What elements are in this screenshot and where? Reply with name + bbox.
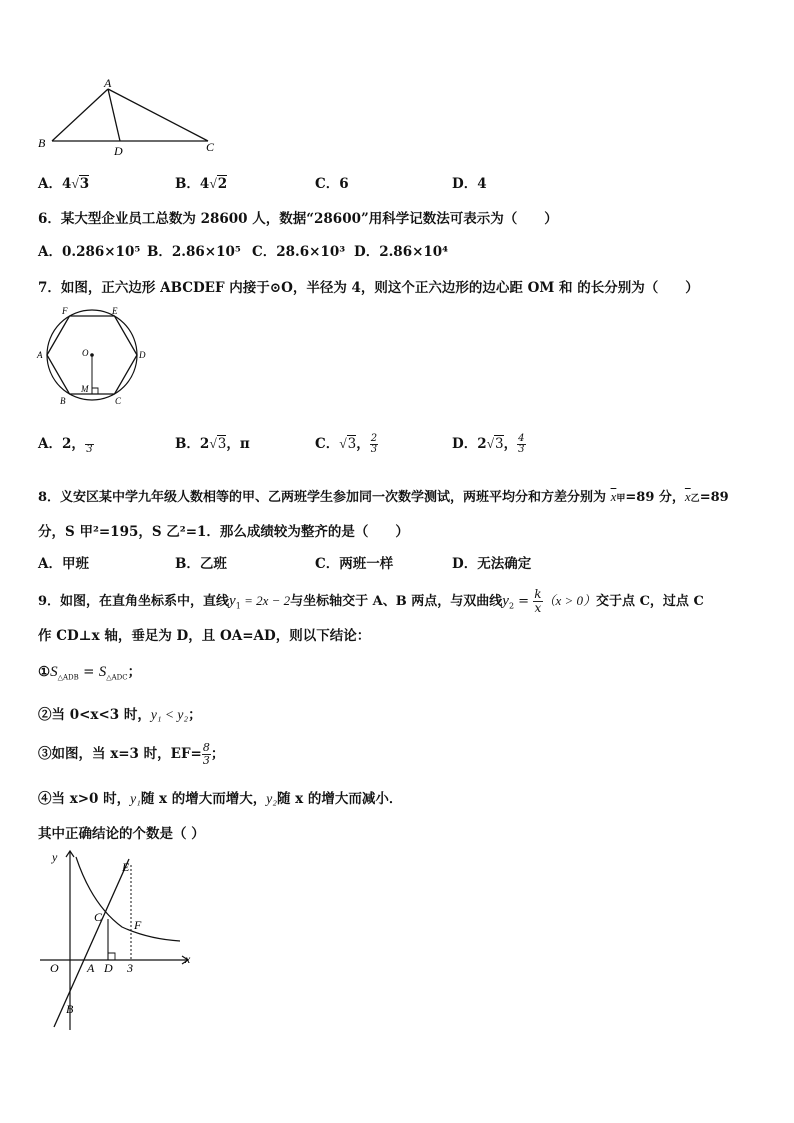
q7-option-d-sep: ， — [503, 436, 518, 452]
q8-line1 — [38, 486, 729, 505]
fig9-label-o: O — [50, 961, 59, 975]
q5-option-a-label: A．4 — [38, 176, 72, 192]
q9-y1-eq: = 2x − 2 — [240, 593, 291, 608]
q6-option-a[interactable]: A．0.286×10⁵ — [38, 244, 141, 260]
label-a: A — [104, 76, 112, 90]
q5-option-b-radicand: 2 — [217, 176, 228, 192]
q9-x: x — [534, 601, 542, 615]
q7-option-c-label: C． — [315, 436, 340, 452]
q5-option-b-label: B．4 — [175, 176, 210, 192]
q9-c2-math: y₁ < y₂ — [150, 707, 189, 722]
q7-option-c-radicand: 3 — [347, 436, 357, 452]
q8-option-b[interactable]: B．乙班 — [175, 556, 227, 572]
q9-c4-y1: y₁ — [130, 791, 141, 806]
q8-option-a[interactable]: A．甲班 — [38, 556, 89, 572]
q8-line2: 分，S 甲²=195，S 乙²=1．那么成绩较为整齐的是（ ） — [38, 524, 409, 540]
label-c: C — [206, 140, 215, 154]
q9-c1-s1: S — [50, 664, 58, 680]
q9-c1-tail: ； — [127, 664, 142, 680]
fig9-label-c: C — [94, 910, 103, 924]
q6-option-b[interactable]: B．2.86×10⁵ — [147, 244, 241, 260]
q9-c3-den: 3 — [202, 754, 210, 767]
q9-y2-sub: 2 — [508, 601, 515, 611]
q8-option-d[interactable]: D．无法确定 — [452, 556, 532, 572]
q8-eq2: =89 — [699, 490, 729, 505]
q7-option-d-num: 4 — [518, 433, 525, 444]
q9-line1: 9．如图，在直角坐标系中，直线$y_1 = 2x - 2$与坐标轴交于 A、B 两点，与双曲线$y_2$ = $\frac{k}{x}$ （x > 0）交于点 C，过点 C — [38, 587, 704, 615]
q9-line1b: 与坐标轴交于 A、B 两点，与双曲线 — [290, 594, 503, 609]
fig9-label-three: 3 — [127, 961, 133, 975]
q9-c1-num: ① — [38, 664, 51, 680]
label-b: B — [38, 136, 46, 150]
q9-c3-text: ③如图，当 x=3 时，EF= — [38, 746, 202, 762]
q9-line1c: 交于点 C，过点 C — [596, 594, 704, 609]
fig9-label-a: A — [87, 961, 95, 975]
q9-c4-y2: y₂ — [266, 791, 277, 806]
q9-c4b: 随 x 的增大而增大， — [140, 791, 267, 807]
q8-xbar2: $\overline{x}$ — [684, 489, 691, 504]
q9-k: k — [534, 587, 542, 601]
q6-stem: 6．某大型企业员工总数为 28600 人，数据“28600”用科学记数法可表示为（ ） — [38, 211, 558, 227]
q9-y2: y — [502, 593, 509, 609]
q7-option-a-den: 3 — [86, 444, 93, 455]
q9-c1-s2: S — [98, 664, 107, 680]
hex-label-d: D — [139, 350, 146, 360]
q9-y1: y — [229, 593, 236, 609]
hex-label-e: E — [112, 306, 118, 316]
q9-c4c: 随 x 的增大而减小． — [276, 791, 403, 807]
q7-option-d[interactable]: D．2√3， $\frac{4}{3}$ — [452, 433, 525, 455]
q8-sub1: 甲 — [616, 494, 626, 504]
q7-option-c-num: 2 — [370, 433, 378, 444]
q8-eq1: =89 分， — [625, 490, 685, 505]
q7-option-b-label: B．2 — [175, 436, 210, 452]
q7-option-b-radicand: 3 — [217, 436, 227, 452]
q9-c3-num: 8 — [202, 741, 210, 754]
fig9-label-x: x — [185, 952, 191, 966]
q5-option-b[interactable]: B．4√2 — [175, 176, 228, 192]
hex-label-a: A — [37, 350, 43, 360]
q9-conclusion-4 — [38, 787, 402, 807]
q7-option-a-label: A．2， — [38, 436, 85, 452]
q9-c4a: ④当 x>0 时， — [38, 791, 131, 807]
q5-option-d[interactable]: D．4 — [452, 176, 487, 192]
q5-option-c[interactable]: C．6 — [315, 176, 349, 192]
q9-question: 其中正确结论的个数是（ ） — [38, 826, 205, 842]
q9-line2: 作 CD⊥x 轴，垂足为 D，且 OA=AD，则以下结论： — [38, 628, 371, 644]
triangle-figure — [30, 75, 230, 160]
q8-sub2: 乙 — [690, 494, 700, 504]
q9-conclusion-1 — [38, 660, 141, 682]
q9-c1-eq: = — [78, 664, 99, 680]
fig9-label-y: y — [52, 850, 58, 864]
q7-option-c-den: 3 — [370, 444, 378, 455]
q9-c2-text: ②当 0<x<3 时， — [38, 707, 151, 723]
q9-conclusion-3 — [38, 742, 224, 767]
q6-option-c[interactable]: C．28.6×10³ — [252, 244, 346, 260]
q9-c3-tail: ； — [210, 746, 225, 762]
hex-label-f: F — [62, 306, 68, 316]
q7-option-a[interactable] — [38, 432, 94, 455]
q9-c2-tail: ； — [188, 707, 202, 723]
fig9-label-d: D — [104, 961, 113, 975]
label-d: D — [114, 144, 123, 158]
q6-option-d[interactable]: D．2.86×10⁴ — [354, 244, 449, 260]
q5-option-a[interactable]: A．4√3 — [38, 176, 90, 192]
q9-c1-sub1: △ADB — [57, 673, 79, 682]
q7-option-d-radicand: 3 — [495, 436, 504, 452]
fig9-label-b: B — [66, 1002, 74, 1016]
hex-label-m: M — [81, 384, 89, 394]
fig9-label-f: F — [134, 918, 142, 932]
q8-line1-text: 8．义安区某中学九年级人数相等的甲、乙两班学生参加同一次数学测试，两班平均分和方差分别为 — [38, 490, 607, 505]
q9-coordinate-figure — [30, 845, 200, 1035]
q8-option-c[interactable]: C．两班一样 — [315, 556, 394, 572]
q9-c1-sub2: △ADC — [106, 673, 128, 682]
fig9-label-e: E — [122, 860, 130, 874]
q8-xbar1: $\overline{x}$ — [610, 489, 617, 504]
q7-stem: 7．如图，正六边形 ABCDEF 内接于⊙O，半径为 4，则这个正六边形的边心距 OM 和 的长分别为（ ） — [38, 280, 699, 296]
q7-option-b[interactable]: B．2√3，π — [175, 436, 250, 452]
q7-option-d-label: D．2 — [452, 436, 487, 452]
q7-option-b-tail: ，π — [226, 436, 250, 452]
hex-label-c: C — [115, 396, 122, 406]
hex-label-b: B — [60, 396, 66, 406]
q9-line1a: 9．如图，在直角坐标系中，直线 — [38, 594, 230, 609]
q7-option-c-sep: ， — [356, 436, 370, 452]
q9-y1-sub: 1 — [235, 601, 241, 611]
hexagon-figure — [32, 300, 157, 412]
q7-option-d-den: 3 — [518, 444, 525, 455]
q9-cond: （x > 0） — [542, 593, 597, 608]
hex-label-o: O — [82, 348, 89, 358]
q9-conclusion-2 — [38, 703, 202, 723]
q7-option-c[interactable]: C．√3， $\frac{2}{3}$ — [315, 433, 378, 455]
q5-option-a-radicand: 3 — [79, 176, 90, 192]
